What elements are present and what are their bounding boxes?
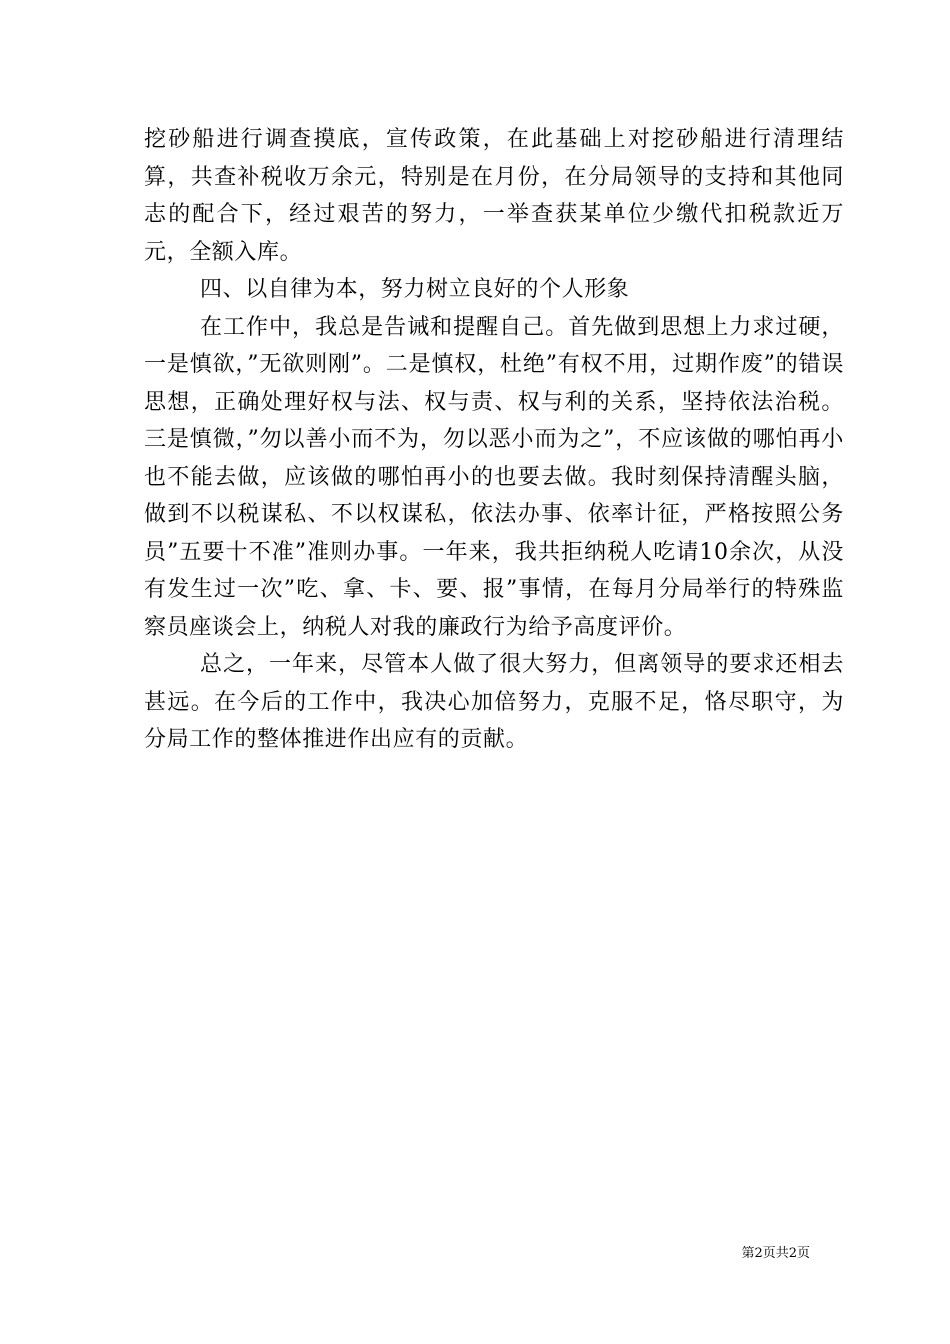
paragraph-continuation: 挖砂船进行调查摸底，宣传政策，在此基础上对挖砂船进行清理结算，共查补税收万余元，特别是在月份，在分局领导的支持和其他同志的配合下，经过艰苦的努力，一举查获某单位少缴代扣税款近万元，全额入库。: [144, 127, 844, 265]
paragraph-self-discipline: 在工作中，我总是告诫和提醒自己。首先做到思想上力求过硬，一是慎欲，”无欲则刚”。二是慎权，杜绝”有权不用，过期作废”的错误思想，正确处理好权与法、权与责、权与利的关系，坚持依法治税。三是慎微，”勿以善小而不为，勿以恶小而为之”，不应该做的哪怕再小也不能去做，应该做的哪怕再小的也要去做。我时刻保持清醒头脑，做到不以税谋私、不以权谋私，依法办事、依率计征，严格按照公务员”五要十不准”准则办事。一年来，我共拒纳税人吃请10余次，从没有发生过一次”吃、拿、卡、要、报”事情，在每月分局举行的特殊监察员座谈会上，纳税人对我的廉政行为给予高度评价。: [144, 314, 844, 640]
section-heading: 四、以自律为本，努力树立良好的个人形象: [200, 277, 630, 302]
document-body: [144, 121, 844, 759]
paragraph-conclusion: 总之，一年来，尽管本人做了很大努力，但离领导的要求还相去甚远。在今后的工作中，我决心加倍努力，克服不足，恪尽职守，为分局工作的整体推进作出应有的贡献。: [144, 652, 844, 752]
page-footer: [700, 1245, 810, 1263]
page-number-label: 第2页共2页: [741, 1246, 810, 1261]
